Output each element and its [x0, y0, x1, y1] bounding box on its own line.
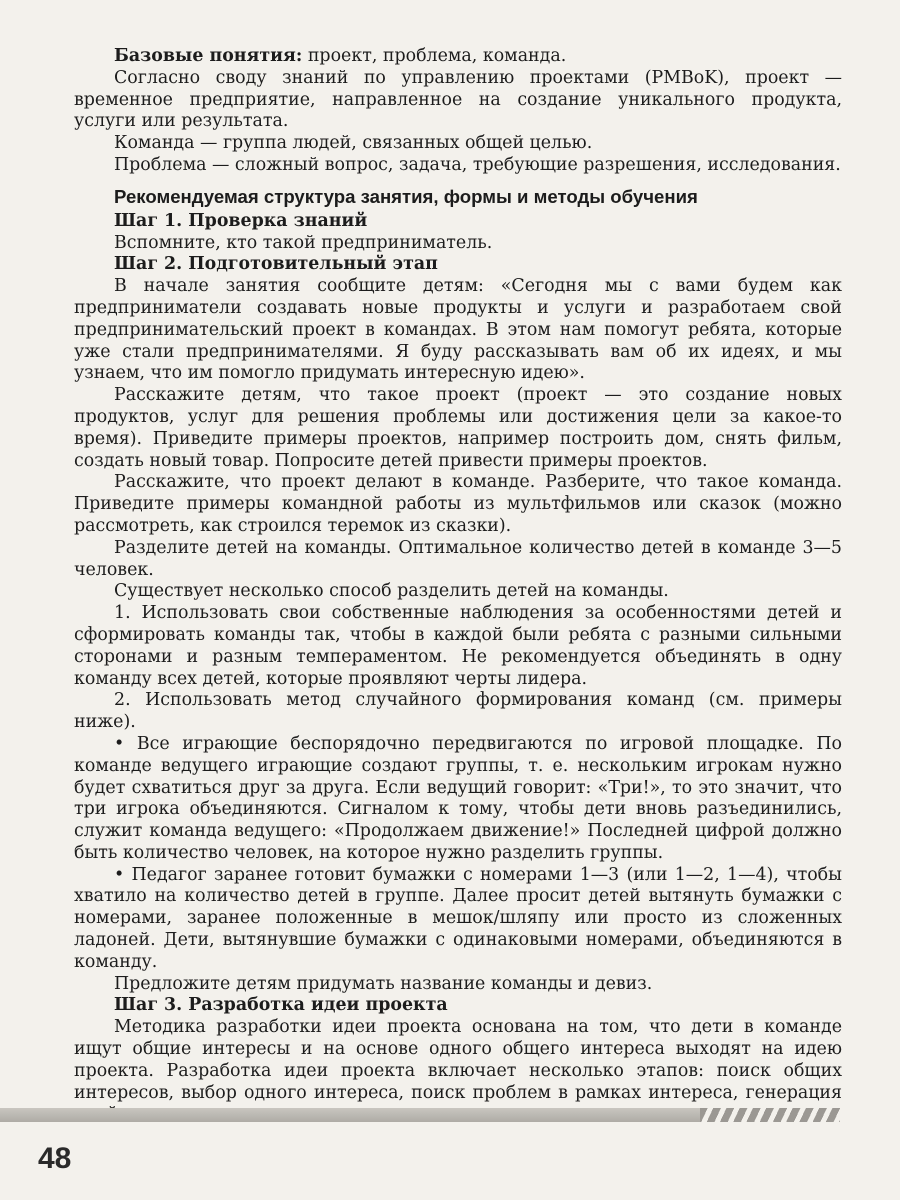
page-body	[74, 46, 842, 1126]
definition-team: Команда — группа людей, связанных общей целью.	[114, 133, 593, 154]
page-number: 48	[38, 1142, 72, 1175]
step2-paragraph: • Все играющие беспорядочно передвигаются по игровой площадке. По команде ведущего играющие создают группы, т. е. нескольким игрокам нужно будет схватиться друг за друга. Если ведущий говорит: «Три!», то это значит, что три игрока объединяются. Сигналом к тому, чтобы дети вновь разъединились, служит команда ведущего: «Продолжаем движение!» Последней цифрой должно быть количество человек, на которое нужно разделить группы.	[74, 733, 842, 863]
step2-paragraph: Расскажите, что проект делают в команде. Разберите, что такое команда. Приведите примеры командной работы из мультфильмов или сказок (можно рассмотреть, как строился теремок из сказки).	[74, 472, 842, 536]
footer-stripes	[700, 1108, 840, 1122]
definition-problem: Проблема — сложный вопрос, задача, требующие разрешения, исследования.	[114, 154, 841, 175]
step3-paragraph: Методика разработки идеи проекта основана на том, что дети в команде ищут общие интересы и на основе одного общего интереса выходят на идею проекта. Разработка идеи проекта включает несколько этапов: поиск общих интересов, выбор одного интереса, поиск проблем в рамках интереса, генерация	[74, 1017, 842, 1103]
basics-terms: проект, проблема, команда.	[302, 46, 567, 66]
step2-paragraph: В начале занятия сообщите детям: «Сегодня мы с вами будем как предприниматели создавать новые продукты и услуги и разработаем свой предпринимательский проект в командах. В этом нам помогут ребята, которые уже стали предпринимателями. Я буду рассказывать вам об их идеях, и мы узнаем, что им помогло придумать интересную идею».	[74, 276, 842, 384]
section-title: Рекомендуемая структура занятия, формы и методы обучения	[114, 185, 698, 207]
step2-paragraph: 2. Использовать метод случайного формирования команд (см. примеры ниже).	[74, 690, 842, 733]
step2-paragraph: Существует несколько способ разделить детей на команды.	[114, 581, 669, 602]
step2-paragraph: Разделите детей на команды. Оптимальное количество детей в команде 3—5 человек.	[74, 537, 842, 580]
step2-paragraph: Расскажите детям, что такое проект (проект — это создание новых продуктов, услуг для решения проблемы или достижения цели за какое-то время). Приведите примеры проектов, например построить дом, снять фильм, создать новый товар. Попросите детей привести примеры проектов.	[74, 385, 842, 471]
step2-paragraph: • Педагог заранее готовит бумажки с номерами 1—3 (или 1—2, 1—4), чтобы хватило на количество детей в группе. Далее просит детей вытянуть бумажки с номерами, заранее положенные в мешок/шляпу или просто из сложенных ладоней. Дети, вытянувшие бумажки с одинаковыми номерами, объединяются в команду.	[74, 864, 842, 972]
step1-title: Шаг 1. Проверка знаний	[114, 210, 368, 231]
step2-paragraph: 1. Использовать свои собственные наблюдения за особенностями детей и сформировать команды так, чтобы в каждой были ребята с разными сильными сторонами и разным темпераментом. Не рекомендуется объединять в одну команду всех детей, которые проявляют черты лидера.	[74, 603, 842, 689]
step1-text: Вспомните, кто такой предприниматель.	[114, 232, 493, 253]
definition-project: Согласно своду знаний по управлению проектами (PMBoK), проект — временное предприятие, направленное на создание уникального продукта, услуги или результата.	[74, 67, 842, 132]
step3-title: Шаг 3. Разработка идеи проекта	[114, 995, 448, 1016]
basics-line	[74, 46, 842, 68]
step2-paragraph: Предложите детям придумать название команды и девиз.	[114, 973, 653, 994]
step2-title: Шаг 2. Подготовительный этап	[114, 254, 438, 275]
basics-label: Базовые понятия:	[114, 46, 303, 66]
